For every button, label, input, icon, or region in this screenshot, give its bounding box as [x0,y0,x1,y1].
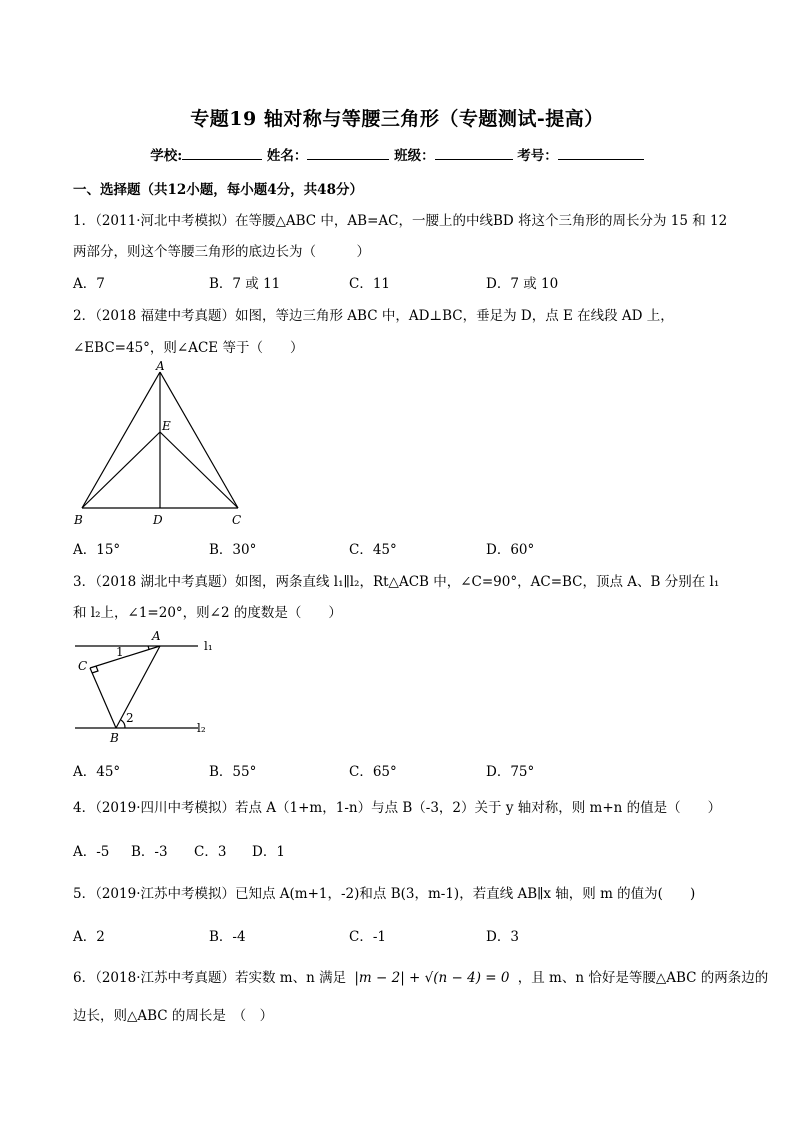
school-label: 学校: [150,148,183,164]
class-blank[interactable] [435,145,513,160]
label-e: E [162,419,171,433]
option-d[interactable]: D．1 [252,844,285,860]
question-5-line-1: 5．（2019·江苏中考模拟）已知点 A(m+1，-2)和点 B(3，m-1)，若直线 AB∥x 轴，则 m 的值为( ) [73,886,696,902]
segment-ab [82,372,160,508]
segment-ac [160,372,238,508]
id-blank[interactable] [558,145,644,160]
option-b[interactable]: B．7 或 11 [209,276,281,292]
label-l2: l₂ [197,721,206,735]
question-3-line-2: 和 l₂上，∠1=20°，则∠2 的度数是（ ） [73,605,342,621]
option-c[interactable]: C．11 [349,276,391,292]
angle-2-arc [121,720,125,728]
id-label: 考号： [517,148,558,164]
option-c[interactable]: C．45° [349,542,397,558]
name-blank[interactable] [307,145,389,160]
segment-be [82,432,160,508]
option-a[interactable]: A．15° [73,542,121,558]
option-c[interactable]: C．3 [194,844,227,860]
label-a: A [152,629,161,643]
question-6-formula: |m − 2| + √(n − 4) = 0 [354,970,510,986]
label-c: C [78,659,88,673]
option-d[interactable]: D．3 [486,929,519,945]
question-6-line-1 [73,966,768,986]
option-b[interactable]: B．-3 [131,844,168,860]
option-c[interactable]: C．65° [349,764,397,780]
question-4-line-1: 4．（2019·四川中考模拟）若点 A（1+m，1-n）与点 B（-3，2）关于 y 轴对称，则 m+n 的值是（ ） [73,800,722,816]
question-2-line-1: 2．（2018 福建中考真题）如图，等边三角形 ABC 中，AD⊥BC，垂足为 D，点 E 在线段 AD 上， [73,308,674,324]
question-6-line-2: 边长，则△ABC 的周长是 （ ） [73,1008,274,1024]
option-a[interactable]: A．7 [73,276,105,292]
question-3-line-1: 3．（2018 湖北中考真题）如图，两条直线 l₁∥l₂，Rt△ACB 中，∠C=90°，AC=BC，顶点 A、B 分别在 l₁ [73,574,720,590]
label-d: D [153,513,163,527]
label-a: A [156,360,165,373]
option-b[interactable]: B．55° [209,764,257,780]
option-b[interactable]: B．30° [209,542,257,558]
section-heading: 一、选择题（共12小题，每小题4分，共48分） [73,182,363,198]
school-blank[interactable] [182,145,262,160]
class-label: 班级： [394,148,435,164]
segment-ce [160,432,238,508]
question-2-line-2: ∠EBC=45°，则∠ACE 等于（ ） [73,340,304,356]
label-angle-1: 1 [116,645,124,659]
question-1-line-2: 两部分，则这个等腰三角形的底边长为（ ） [73,244,370,260]
student-info-line [0,144,794,164]
question-6-prefix: 6．（2018·江苏中考真题）若实数 m、n 满足 [73,970,347,986]
label-b: B [110,731,119,745]
question-6-suffix: ，且 m、n 恰好是等腰△ABC 的两条边的 [517,970,769,986]
option-a[interactable]: A．2 [73,929,105,945]
label-b: B [74,513,83,527]
label-l1: l₁ [204,639,213,653]
parallel-lines-figure [70,626,230,748]
name-label: 姓名： [266,148,308,164]
option-c[interactable]: C．-1 [349,929,386,945]
label-angle-2: 2 [126,711,134,725]
label-c: C [232,513,242,527]
option-b[interactable]: B．-4 [209,929,246,945]
question-1-line-1: 1．（2011·河北中考模拟）在等腰△ABC 中，AB=AC，一腰上的中线BD 将这个三角形的周长分为 15 和 12 [73,213,728,229]
option-d[interactable]: D．75° [486,764,535,780]
option-d[interactable]: D．60° [486,542,535,558]
triangle-abc-figure [70,360,260,530]
option-a[interactable]: A．-5 [73,844,110,860]
segment-cb [90,668,116,728]
option-a[interactable]: A．45° [73,764,121,780]
option-d[interactable]: D．7 或 10 [486,276,559,292]
page-title: 专题19 轴对称与等腰三角形（专题测试-提高） [190,108,604,130]
